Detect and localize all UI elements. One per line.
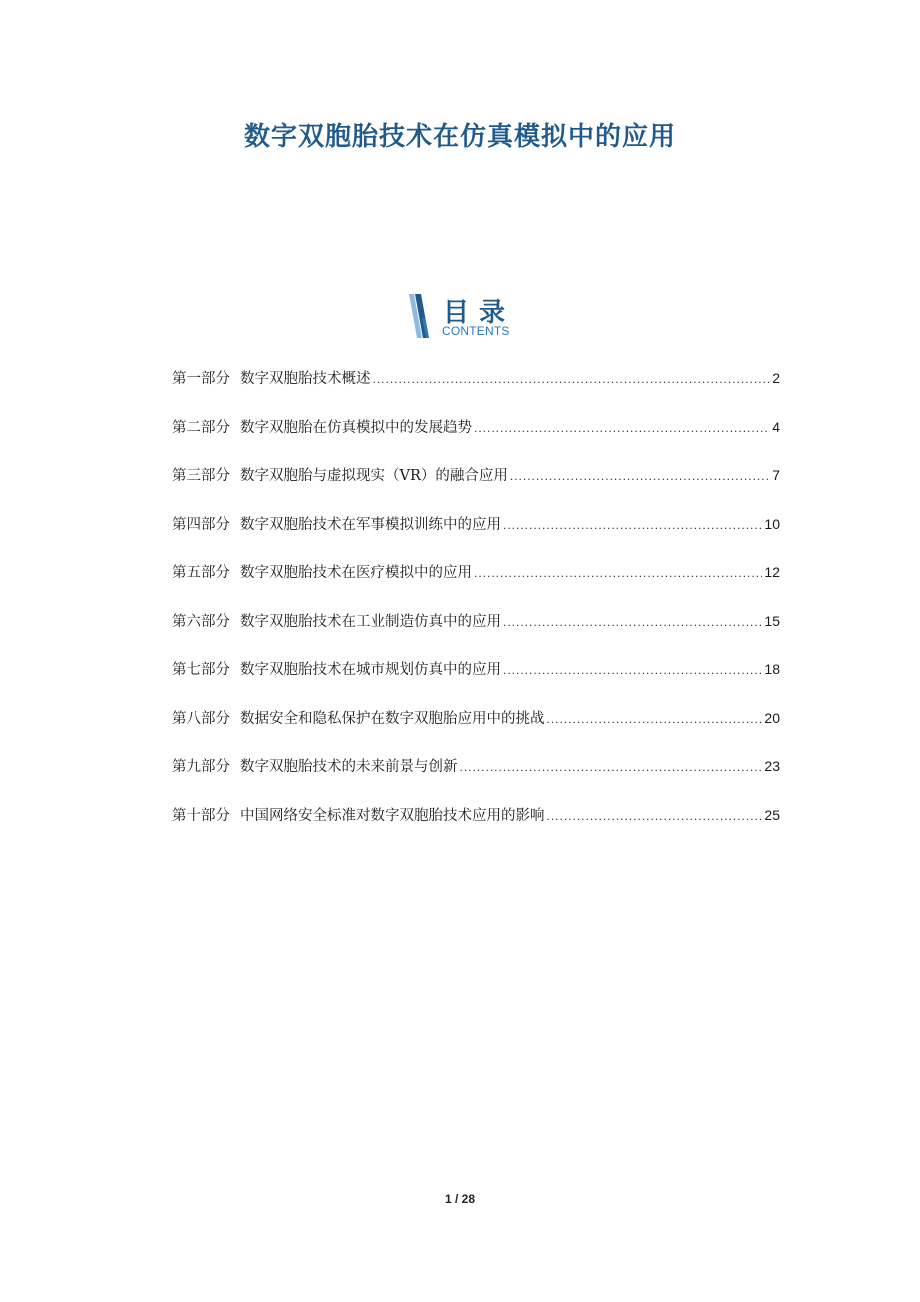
- toc-page-number: 12: [764, 564, 780, 580]
- toc-part-label: 第四部分: [172, 516, 230, 533]
- toc-heading: [407, 294, 527, 340]
- page-number-footer: 1 / 28: [444, 1192, 476, 1206]
- toc-part-label: 第三部分: [172, 468, 230, 484]
- toc-dot-leader: [503, 658, 762, 682]
- toc-dot-leader: [460, 755, 763, 779]
- toc-part-label: 第二部分: [172, 419, 230, 436]
- toc-page-number: 18: [764, 661, 780, 677]
- toc-dot-leader: [510, 464, 770, 488]
- toc-part-label: 第五部分: [172, 565, 230, 581]
- toc-dot-leader: [474, 561, 762, 585]
- table-of-contents: [172, 366, 780, 851]
- toc-entry-1[interactable]: [172, 366, 780, 415]
- toc-entry-title: 数字双胞胎技术在医疗模拟中的应用: [240, 565, 472, 581]
- toc-entry-title: 数字双胞胎技术在工业制造仿真中的应用: [240, 613, 501, 630]
- toc-part-label: 第七部分: [172, 662, 230, 678]
- toc-entry-7[interactable]: [172, 657, 780, 706]
- toc-dot-leader: [503, 610, 762, 634]
- toc-page-number: 10: [764, 515, 780, 532]
- toc-dot-leader: [503, 513, 762, 537]
- toc-page-number: 15: [764, 612, 780, 629]
- toc-entry-9[interactable]: [172, 754, 780, 803]
- toc-entry-title: 数字双胞胎技术的未来前景与创新: [240, 759, 458, 775]
- toc-entry-2[interactable]: [172, 415, 780, 464]
- toc-page-number: 2: [772, 370, 780, 386]
- toc-part-label: 第十部分: [172, 807, 230, 824]
- toc-dot-leader: [373, 367, 771, 391]
- toc-heading-title: 目录: [443, 298, 516, 328]
- toc-entry-10[interactable]: [172, 803, 780, 852]
- toc-entry-title: 数字双胞胎技术概述: [240, 371, 371, 387]
- toc-entry-title: 数据安全和隐私保护在数字双胞胎应用中的挑战: [240, 710, 545, 727]
- toc-heading-subtitle: CONTENTS: [442, 324, 510, 338]
- document-title: 数字双胞胎技术在仿真模拟中的应用: [243, 122, 676, 152]
- toc-entry-3[interactable]: [172, 463, 780, 512]
- toc-part-label: 第一部分: [172, 371, 230, 387]
- toc-dot-leader: [474, 416, 770, 440]
- toc-entry-title: 数字双胞胎与虚拟现实（VR）的融合应用: [240, 468, 508, 484]
- toc-page-number: 25: [764, 806, 780, 823]
- toc-entry-6[interactable]: [172, 609, 780, 658]
- toc-part-label: 第九部分: [172, 759, 230, 775]
- toc-page-number: 7: [772, 467, 780, 483]
- toc-entry-title: 数字双胞胎在仿真模拟中的发展趋势: [240, 419, 472, 436]
- toc-dot-leader: [547, 707, 763, 731]
- toc-part-label: 第六部分: [172, 613, 230, 630]
- toc-part-label: 第八部分: [172, 710, 230, 727]
- blue-slash-bars-icon: [407, 294, 433, 338]
- toc-entry-title: 数字双胞胎技术在军事模拟训练中的应用: [240, 516, 501, 533]
- toc-entry-title: 中国网络安全标准对数字双胞胎技术应用的影响: [240, 807, 545, 824]
- toc-page-number: 4: [772, 418, 780, 435]
- toc-entry-title: 数字双胞胎技术在城市规划仿真中的应用: [240, 662, 501, 678]
- toc-page-number: 20: [764, 709, 780, 726]
- toc-dot-leader: [547, 804, 763, 828]
- toc-page-number: 23: [764, 758, 780, 774]
- toc-entry-4[interactable]: [172, 512, 780, 561]
- toc-entry-5[interactable]: [172, 560, 780, 609]
- toc-entry-8[interactable]: [172, 706, 780, 755]
